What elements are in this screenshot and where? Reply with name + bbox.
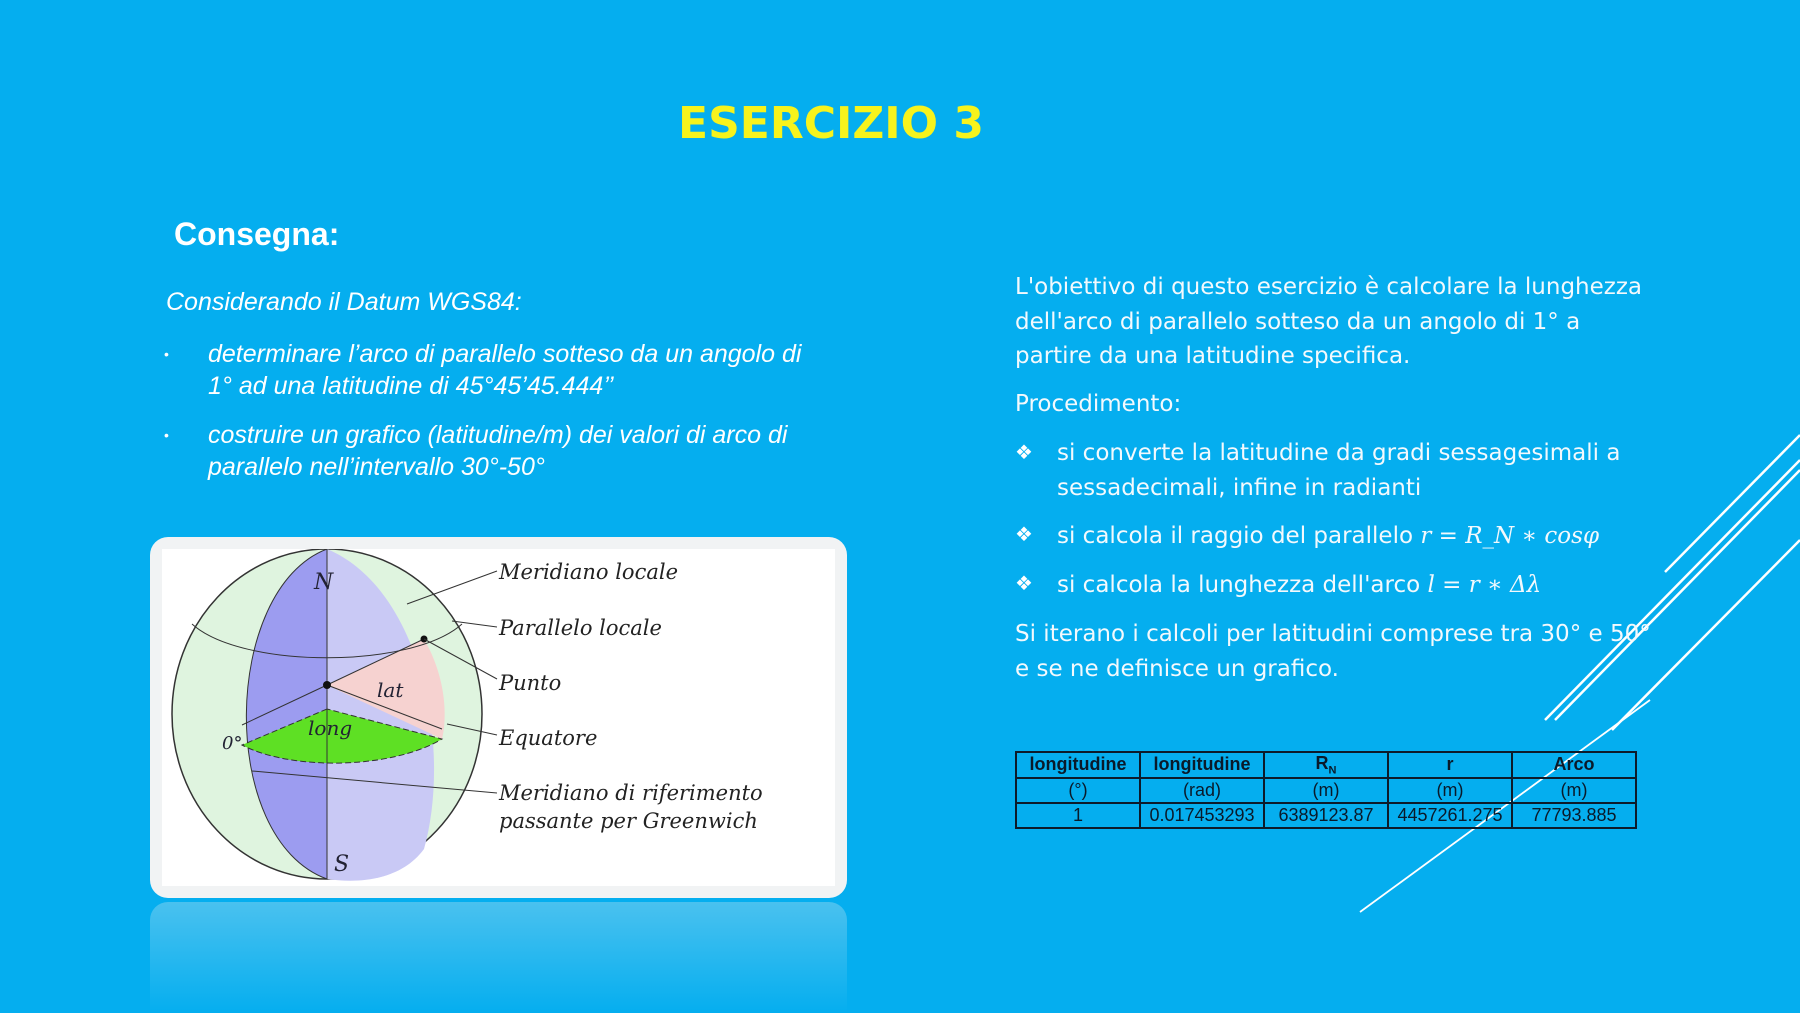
step-formula: l = r ∗ Δλ (1427, 572, 1542, 598)
table-cell: (rad) (1140, 778, 1264, 803)
figure-label: passante per Greenwich (499, 809, 758, 833)
figure-reflection (150, 902, 847, 1013)
bullet-text: costruire un grafico (latitudine/m) dei valori di arco di parallelo nell’intervallo 30°-50° (208, 421, 788, 481)
geodesy-figure (150, 537, 847, 898)
table-header-row (1016, 752, 1636, 778)
table-cell: (m) (1512, 778, 1636, 803)
figure-label: Punto (499, 671, 562, 695)
globe-diagram (162, 549, 835, 886)
long-label: long (308, 716, 353, 740)
figure-label: Parallelo locale (499, 616, 662, 640)
table-header (1264, 752, 1388, 778)
slide-title: ESERCIZIO 3 (678, 98, 984, 149)
diamond-bullet-icon: ❖ (1015, 442, 1033, 464)
intro-text: Considerando il Datum WGS84: (166, 288, 522, 316)
table-cell: 77793.885 (1512, 803, 1636, 828)
table-cell: (°) (1016, 778, 1140, 803)
objective-text: L'obiettivo di questo esercizio è calcolare la lunghezza dell'arco di parallelo sotteso da un angolo di 1° a partire da una latitudine specifica. (1015, 274, 1643, 369)
table-row (1016, 803, 1636, 828)
table-header: Arco (1512, 752, 1636, 778)
diamond-bullet-icon: ❖ (1015, 524, 1033, 546)
table-header: longitudine (1016, 752, 1140, 778)
procedure-label: Procedimento: (1015, 391, 1182, 417)
lat-label: lat (377, 678, 404, 702)
table-cell: (m) (1388, 778, 1512, 803)
results-table (1015, 751, 1637, 829)
north-label: N (314, 570, 334, 595)
figure-label: Equatore (499, 726, 598, 750)
step-text: si calcola la lunghezza dell'arco (1057, 572, 1428, 598)
table-cell: 0.017453293 (1140, 803, 1264, 828)
header-subscript: N (1328, 764, 1337, 777)
step-text: si converte la latitudine da gradi sessagesimali a sessadecimali, infine in radianti (1057, 440, 1621, 501)
table-cell: 6389123.87 (1264, 803, 1388, 828)
table-header: r (1388, 752, 1512, 778)
south-label: S (334, 852, 350, 877)
bullet-text: determinare l’arco di parallelo sotteso da un angolo di 1° ad una latitudine di 45°45’45.444’’ (208, 340, 802, 400)
diamond-bullet-icon: ❖ (1015, 573, 1033, 595)
step-formula: r = R_N ∗ cosφ (1420, 523, 1600, 549)
zero-label: 0° (222, 733, 243, 754)
conclusion-text: Si iterano i calcoli per latitudini comprese tra 30° e 50° e se ne definisce un grafico. (1015, 621, 1651, 682)
table-cell: 4457261.275 (1388, 803, 1512, 828)
figure-label: Meridiano locale (499, 560, 678, 584)
table-header: longitudine (1140, 752, 1264, 778)
step-item (1057, 568, 1657, 603)
consegna-heading: Consegna: (174, 216, 340, 252)
figure-label: Meridiano di riferimento (499, 781, 763, 805)
step-item (1057, 519, 1657, 554)
header-text: R (1315, 753, 1329, 773)
table-units-row (1016, 778, 1636, 803)
table-cell: (m) (1264, 778, 1388, 803)
step-text: si calcola il raggio del parallelo (1057, 523, 1421, 549)
table-cell: 1 (1016, 803, 1140, 828)
